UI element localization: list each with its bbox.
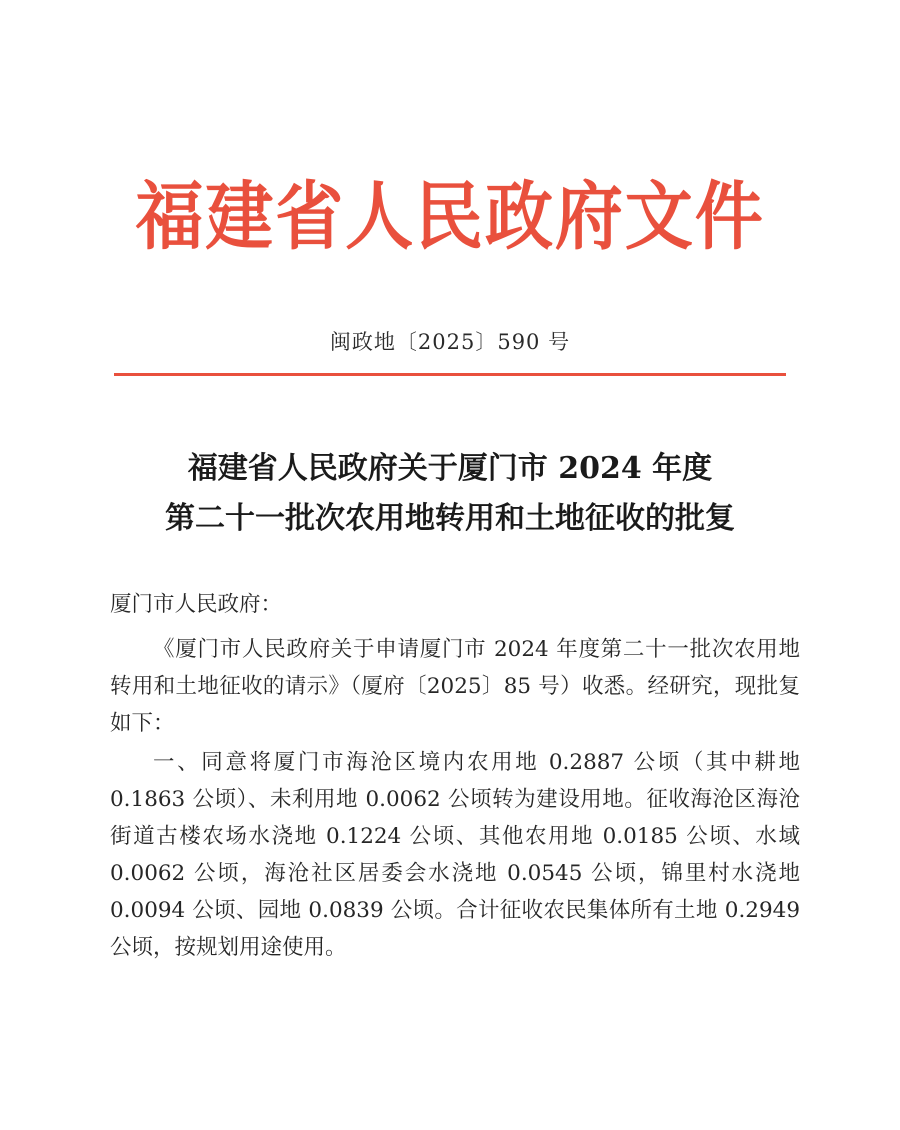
document-number: 闽政地〔2025〕590 号 xyxy=(329,330,571,354)
document-masthead: 福建省人民政府文件 xyxy=(135,174,765,260)
paragraph-1: 《厦门市人民政府关于申请厦门市 2024 年度第二十一批次农用地转用和土地征收的请示》（厦府〔2025〕85 号）收悉。经研究，现批复如下： xyxy=(110,637,800,736)
document-body xyxy=(110,586,800,966)
red-divider-line xyxy=(114,373,786,376)
title-line-1: 福建省人民政府关于厦门市 2024 年度 xyxy=(187,451,713,486)
title-line-2: 第二十一批次农用地转用和土地征收的批复 xyxy=(165,501,735,536)
salutation: 厦门市人民政府： xyxy=(110,592,283,617)
paragraph-2: 一、同意将厦门市海沧区境内农用地 0.2887 公顷（其中耕地 0.1863 公顷）、未利用地 0.0062 公顷转为建设用地。征收海沧区海沧街道古楼农场水浇地 0.1224 公顷、其他农用地 0.0185 公顷、水域 0.0062 公顷，海沧社区居委会水浇地 0.0545 公顷，锦里村水浇地 0.0094 公顷、园地 0.0839 公顷。合计征收农民集体所有土地 0.2949 公顷，按规划用途使用。 xyxy=(110,750,800,960)
document-title xyxy=(0,444,900,544)
